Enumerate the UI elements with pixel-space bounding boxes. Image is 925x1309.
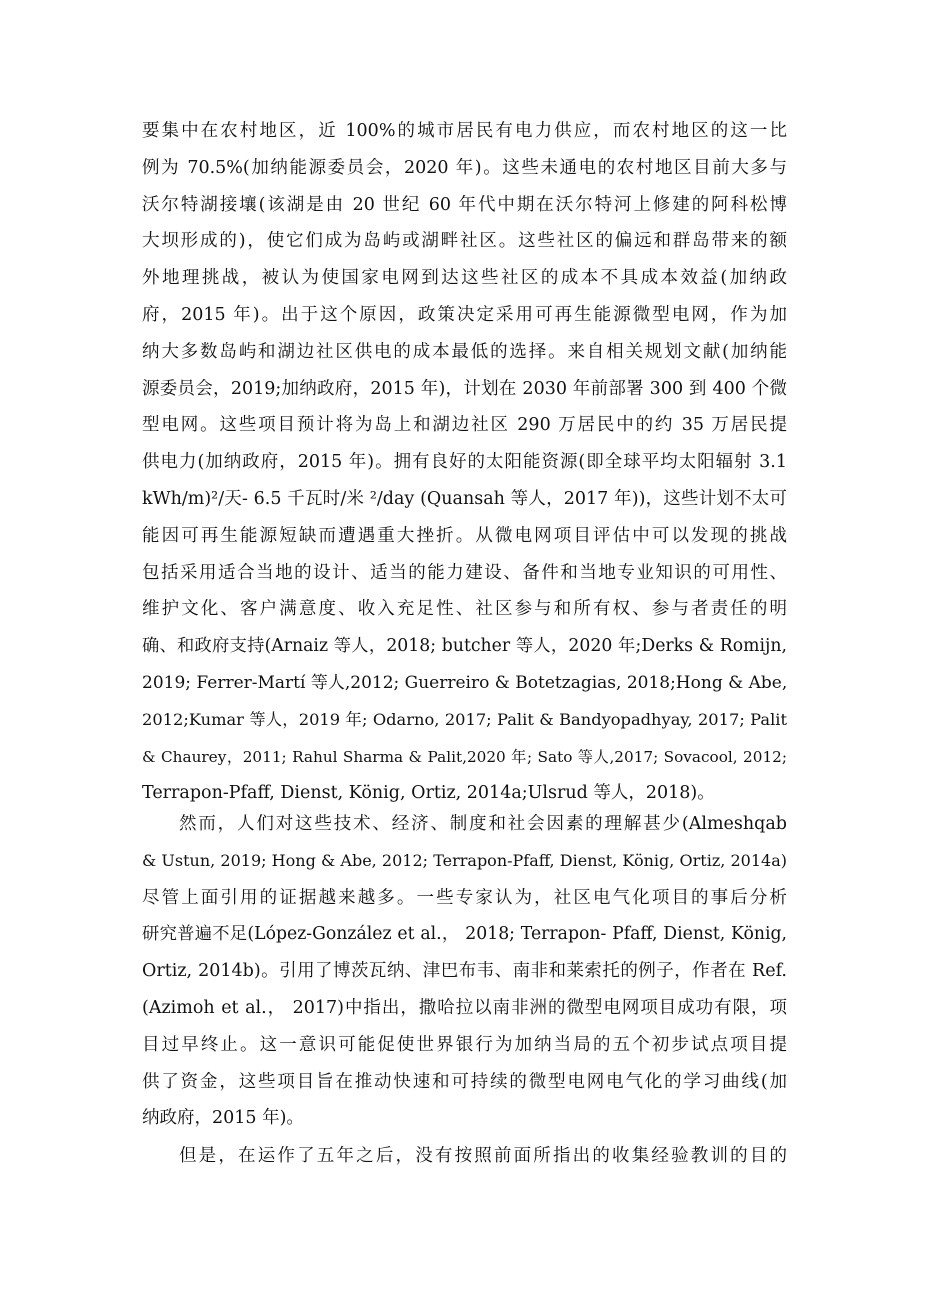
- text-line: 外地理挑战，被认为使国家电网到达这些社区的成本不具成本效益(加纳政: [142, 268, 787, 289]
- paragraph-2: [142, 806, 787, 1137]
- text-line: 2019; Ferrer-Martí 等人,2012; Guerreiro & Botetzagias, 2018;Hong & Abe,: [142, 672, 787, 693]
- text-line: 能因可再生能源短缺而遭遇重大挫折。从微电网项目评估中可以发现的挑战: [142, 525, 787, 546]
- text-line: 要集中在农村地区，近 100%的城市居民有电力供应，而农村地区的这一比: [142, 121, 787, 141]
- text-line: 但是，在运作了五年之后，没有按照前面所指出的收集经验教训的目的: [179, 1146, 787, 1166]
- text-line: 大坝形成的)，使它们成为岛屿或湖畔社区。这些社区的偏远和群岛带来的额: [142, 231, 787, 252]
- text-line: 维护文化、客户满意度、收入充足性、社区参与和所有权、参与者责任的明: [142, 599, 787, 620]
- text-line: 目过早终止。这一意识可能促使世界银行为加纳当局的五个初步试点项目提: [142, 1034, 787, 1055]
- text-line: kWh/m)²/天- 6.5 千瓦时/米 ²/day (Quansah 等人，2017 年))，这些计划不太可: [142, 488, 787, 509]
- text-line: & Ustun, 2019; Hong & Abe, 2012; Terrapon-Pfaff, Dienst, König, Ortiz, 2014a): [142, 850, 787, 870]
- text-line: 纳大多数岛屿和湖边社区供电的成本最低的选择。来自相关规划文献(加纳能: [142, 341, 787, 362]
- text-line: 型电网。这些项目预计将为岛上和湖边社区 290 万居民中的约 35 万居民提: [142, 415, 787, 436]
- text-line: 确、和政府支持(Arnaiz 等人，2018; butcher 等人，2020 年;Derks & Romijn,: [142, 636, 787, 657]
- text-line: Ortiz, 2014b)。引用了博茨瓦纳、津巴布韦、南非和莱索托的例子，作者在 Ref.: [142, 961, 787, 982]
- text-line: Terrapon-Pfaff, Dienst, König, Ortiz, 2014a;Ulsrud 等人，2018)。: [142, 783, 715, 804]
- text-line: 供电力(加纳政府，2015 年)。拥有良好的太阳能资源(即全球平均太阳辐射 3.1: [142, 452, 787, 473]
- text-line: 尽管上面引用的证据越来越多。一些专家认为，社区电气化项目的事后分析: [142, 887, 787, 908]
- text-line: 例为 70.5%(加纳能源委员会，2020 年)。这些未通电的农村地区目前大多与: [142, 157, 787, 178]
- text-line: 沃尔特湖接壤(该湖是由 20 世纪 60 年代中期在沃尔特河上修建的阿科松博: [142, 194, 787, 215]
- text-line: (Azimoh et al.， 2017)中指出，撒哈拉以南非洲的微型电网项目成功有限，项: [142, 997, 787, 1018]
- text-line: 2012;Kumar 等人，2019 年; Odarno, 2017; Palit & Bandyopadhyay, 2017; Palit: [142, 709, 787, 729]
- text-line: 府，2015 年)。出于这个原因，政策决定采用可再生能源微型电网，作为加: [142, 304, 787, 325]
- text-line: 供了资金，这些项目旨在推动快速和可持续的微型电网电气化的学习曲线(加: [142, 1071, 787, 1092]
- text-line: 包括采用适合当地的设计、适当的能力建设、备件和当地专业知识的可用性、: [142, 562, 787, 583]
- text-line: & Chaurey，2011; Rahul Sharma & Palit,2020 年; Sato 等人,2017; Sovacool, 2012;: [142, 747, 787, 766]
- text-line: 源委员会，2019;加纳政府，2015 年)，计划在 2030 年前部署 300 到 400 个微: [142, 378, 787, 399]
- text-line: 然而，人们对这些技术、经济、制度和社会因素的理解甚少(Almeshqab: [179, 814, 787, 834]
- text-line: 纳政府，2015 年)。: [142, 1108, 304, 1129]
- text-line: 研究普遍不足(López-González et al.， 2018; Terrapon- Pfaff, Dienst, König,: [142, 924, 787, 945]
- paragraph-3: [142, 1138, 787, 1175]
- paragraph-1: [142, 113, 787, 812]
